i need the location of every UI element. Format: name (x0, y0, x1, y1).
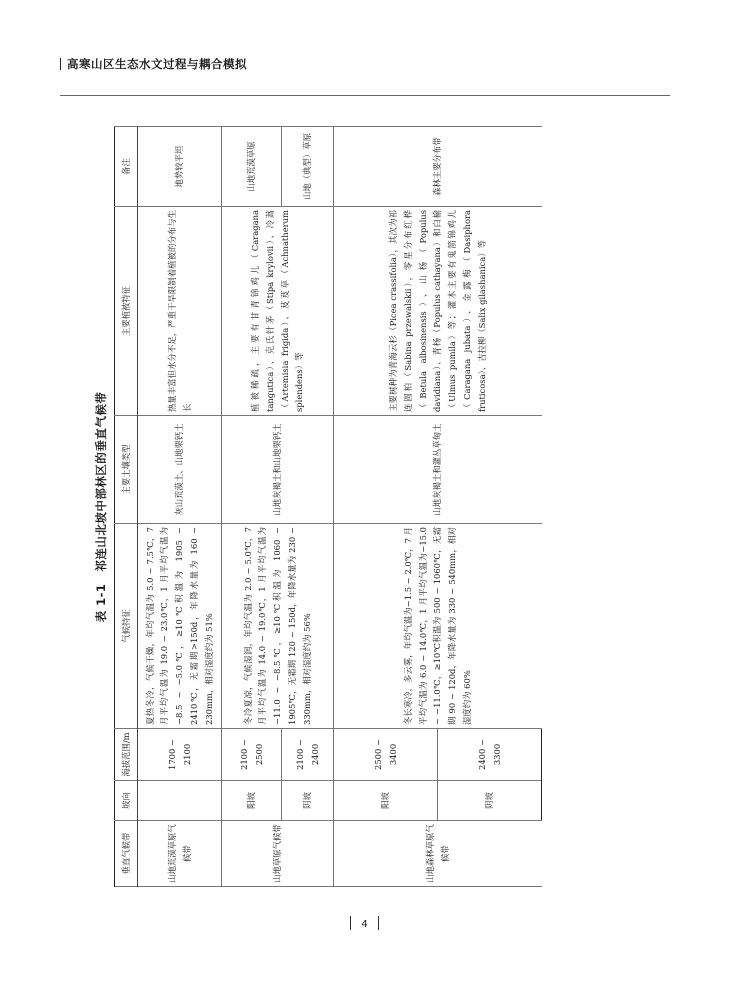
aspect-sunny: 阳坡 (222, 781, 282, 821)
header-soil: 主要土壤类型 (115, 416, 138, 524)
vegetation-description: 植被稀疏，主要有甘青锦鸡儿（Caragana tangutica）、克氏针茅（Stipa krylovii）、冷蒿（Artemisia frigida）、芨芨草（Achnatherum splendens）等 (222, 207, 334, 416)
climate-description: 冬冷夏凉，气候湿润，年均气温为 2.0 ~ 5.0℃，7 月平均气温为 14.0 ~ 19.0℃，1 月平均气温为−11.0 ~ −8.5℃，≥10℃积温为 1060 ~ 1905℃，无霜期 120 ~ 150d，年降水量为 230 ~ 330mm，相对湿度约为 56% (222, 524, 334, 729)
altitude-range-shady: 2100 ~ 2400 (282, 729, 334, 781)
altitude-range-sunny: 2100 ~ 2500 (222, 729, 282, 781)
climate-description: 夏热冬冷，气候干燥，年均气温为 5.0 ~ 7.5℃，7 月平均气温为 19.0 ~ 23.0℃，1 月平均气温为−8.5 ~ −5.0℃，≥10℃积温为 1905 ~ 2410℃，无霜期>150d，年降水量为 160 ~ 230mm，相对湿度约为 51% (138, 524, 222, 729)
rotated-table-region (90, 127, 550, 887)
zone-name: 山地荒漠草原气候带 (138, 821, 222, 887)
header-climate: 气候特征 (115, 524, 138, 729)
table-row (138, 127, 222, 887)
header-note: 备注 (115, 127, 138, 207)
header-vegetation: 主要植被特征 (115, 207, 138, 416)
vegetation-description: 热量丰富但水分不足，严重干旱限制着植被的分布与生长 (138, 207, 222, 416)
table-header-row (115, 127, 138, 887)
book-title: 高寒山区生态水文过程与耦合模拟 (67, 57, 247, 71)
header-zone: 垂直气候带 (115, 821, 138, 887)
note: 地势较平坦 (138, 127, 222, 207)
table-row (222, 127, 282, 887)
note-sunny: 山地荒漠草原 (222, 127, 282, 207)
aspect-sunny: 阳坡 (334, 781, 438, 821)
soil-type: 山地灰褐土和灌丛草甸土 (334, 416, 542, 524)
aspect-shady: 阴坡 (282, 781, 334, 821)
soil-type: 灰山荒漠土、山地栗钙土 (138, 416, 222, 524)
aspect-cell (138, 781, 222, 821)
header-altitude: 海拔范围/m (115, 729, 138, 781)
altitude-range-shady: 2400 ~ 3300 (438, 729, 542, 781)
header-divider (60, 58, 61, 70)
aspect-shady: 阴坡 (438, 781, 542, 821)
vegetation-description: 主要树种为青海云杉（Picea crassifolia），其次为祁连圆柏（Sabina przewalskii），零星分布红桦（Betula albosinensis）、山杨（Populus davidiana）、青杨（Populus cathayana）和白榆（Ulmus pumila）等；灌木主要有鬼箭锦鸡儿（Caragana jubata）、金露梅（Dasiphora fruticosa）、吉拉柳（Salix gilashanica）等 (334, 207, 542, 416)
climate-description: 冬长寒冷，多云雾，年均气温为−1.5 ~ 2.0℃，7 月平均气温为 6.0 ~ 14.0℃，1 月平均气温为−15.0 ~ −11.0℃，≥10℃积温为 500 ~ 1060℃，无霜期 90 ~ 120d，年降水量为 330 ~ 540mm，相对湿度约为 60% (334, 524, 542, 729)
soil-type: 山地灰褐土和山地栗钙土 (222, 416, 334, 524)
page-footer (0, 916, 729, 930)
page-number: 4 (361, 919, 368, 930)
zone-name: 山地草原气候带 (222, 821, 334, 887)
note-shady: 山地（典型）草原 (282, 127, 334, 207)
footer-bar-right (378, 916, 379, 930)
note: 森林主要分布带 (334, 127, 542, 207)
altitude-range-sunny: 2500 ~ 3400 (334, 729, 438, 781)
footer-bar-left (350, 916, 351, 930)
header-aspect: 坡向 (115, 781, 138, 821)
running-header (60, 56, 247, 72)
zone-name: 山地森林草原气候带 (334, 821, 542, 887)
table-row (334, 127, 438, 887)
header-rule (60, 95, 670, 96)
table-caption: 表 1-1 祁连山北坡中部林区的垂直气候带 (94, 391, 108, 623)
altitude-range: 1700 ~ 2100 (138, 729, 222, 781)
climate-zone-table (114, 126, 542, 887)
